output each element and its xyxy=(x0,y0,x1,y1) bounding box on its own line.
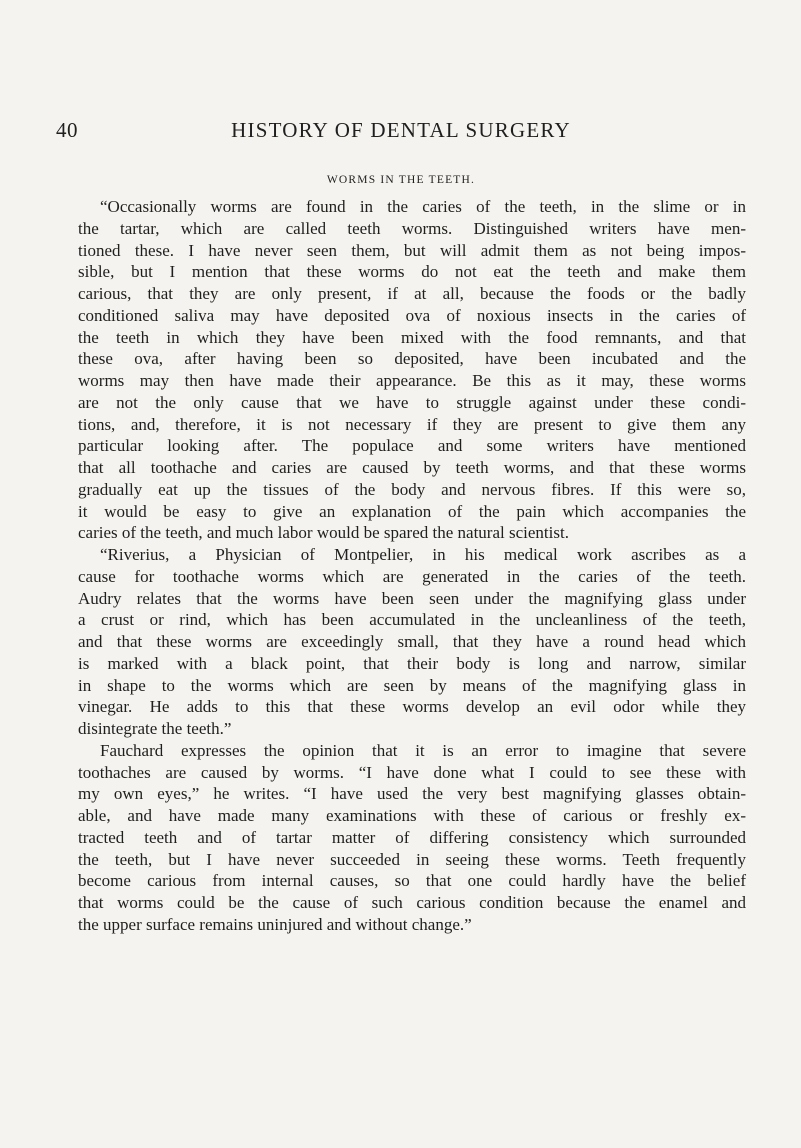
text-line: Fauchard expresses the opinion that it is an error to imagine that severe xyxy=(100,740,746,760)
text-line: toothaches are caused by worms. “I have done what I could to see these with xyxy=(78,762,746,782)
body-text xyxy=(56,196,746,936)
text-line: cause for toothache worms which are generated in the caries of the teeth. xyxy=(78,566,746,586)
text-line: in shape to the worms which are seen by means of the magnifying glass in xyxy=(78,675,746,695)
text-line: “Occasionally worms are found in the caries of the teeth, in the slime or in xyxy=(100,197,746,216)
text-line: become carious from internal causes, so that one could hardly have the belief xyxy=(78,871,746,891)
running-head xyxy=(56,118,746,148)
text-line: the teeth, but I have never succeeded in seeing these worms. Teeth frequently xyxy=(78,849,746,869)
text-line: and that these worms are exceedingly small, that they have a round head which xyxy=(78,632,746,651)
body-paragraph xyxy=(56,544,746,740)
text-line: is marked with a black point, that their body is long and narrow, similar xyxy=(78,653,746,673)
text-line: the tartar, which are called teeth worms. Distinguished writers have men- xyxy=(78,218,746,238)
text-line: gradually eat up the tissues of the body and nervous fibres. If this were so, xyxy=(78,479,746,499)
text-line: it would be easy to give an explanation of the pain which accompanies the xyxy=(78,501,746,521)
text-line: worms may then have made their appearance. Be this as it may, these worms xyxy=(78,371,746,390)
text-line: tions, and, therefore, it is not necessary if they are present to give them any xyxy=(78,414,746,434)
text-line: are not the only cause that we have to struggle against under these condi- xyxy=(78,392,746,412)
text-line: the upper surface remains uninjured and without change.” xyxy=(78,914,472,934)
text-line: “Riverius, a Physician of Montpelier, in his medical work ascribes as a xyxy=(100,545,746,564)
text-line: the teeth in which they have been mixed with the food remnants, and that xyxy=(78,327,746,347)
text-line: these ova, after having been so deposited, have been incubated and the xyxy=(78,349,746,369)
text-line: carious, that they are only present, if at all, because the foods or the badly xyxy=(78,284,746,303)
text-line: able, and have made many examinations with these of carious or freshly ex- xyxy=(78,806,746,825)
text-line: vinegar. He adds to this that these worms develop an evil odor while they xyxy=(78,697,746,717)
text-line: that all toothache and caries are caused by teeth worms, and that these worms xyxy=(78,458,746,477)
body-paragraph xyxy=(56,196,746,544)
body-paragraph xyxy=(56,740,746,936)
text-line: particular looking after. The populace and some writers have mentioned xyxy=(78,436,746,456)
text-line: caries of the teeth, and much labor would be spared the natural scientist. xyxy=(78,523,569,543)
text-line: conditioned saliva may have deposited ova of noxious insects in the caries of xyxy=(78,305,746,325)
text-line: tracted teeth and of tartar matter of differing consistency which surrounded xyxy=(78,827,746,847)
text-line: sible, but I mention that these worms do not eat the teeth and make them xyxy=(78,262,746,282)
text-line: disintegrate the teeth.” xyxy=(78,719,232,738)
text-line: that worms could be the cause of such carious condition because the enamel and xyxy=(78,893,746,912)
text-line: a crust or rind, which has been accumulated in the uncleanliness of the teeth, xyxy=(78,610,746,630)
text-line: my own eyes,” he writes. “I have used the very best magnifying glasses obtain- xyxy=(78,784,746,804)
page-number: 40 xyxy=(56,118,78,142)
section-heading: WORMS IN THE TEETH. xyxy=(326,174,476,186)
text-line: Audry relates that the worms have been seen under the magnifying glass under xyxy=(78,588,746,608)
running-title: HISTORY OF DENTAL SURGERY xyxy=(231,118,571,142)
text-line: tioned these. I have never seen them, but will admit them as not being impos- xyxy=(78,240,746,260)
